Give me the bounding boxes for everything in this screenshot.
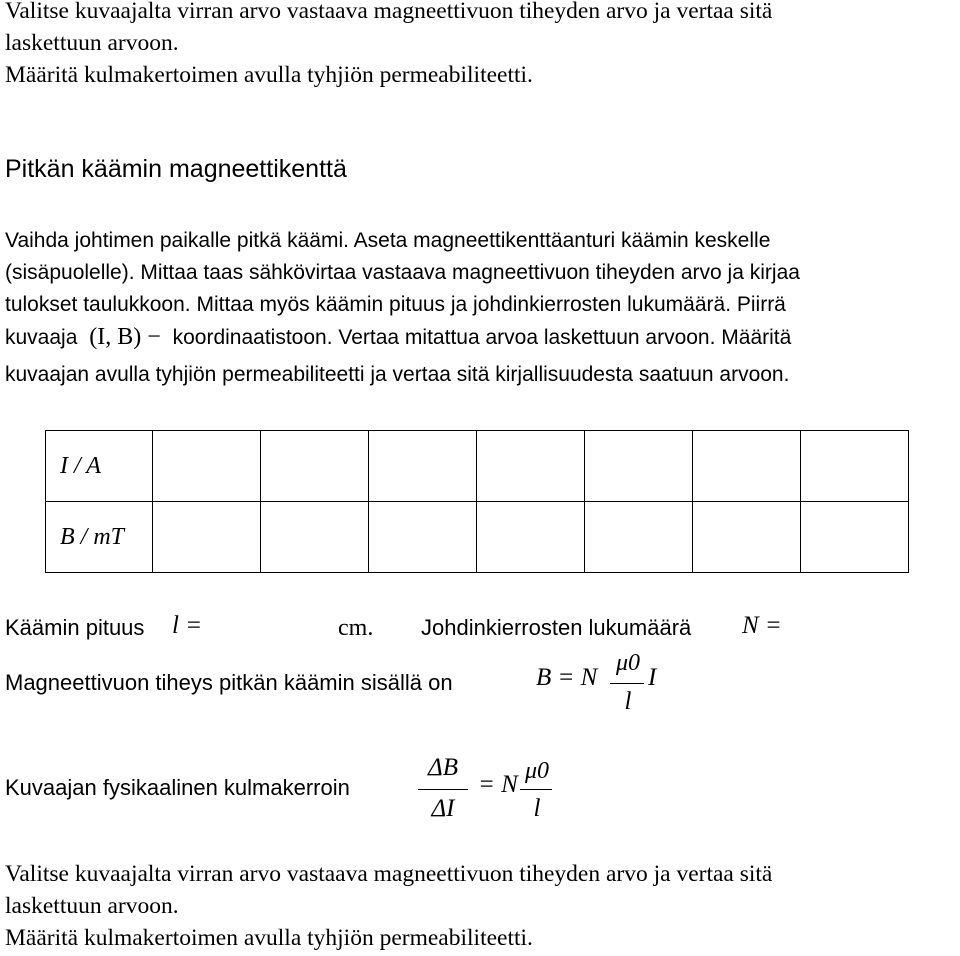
table-row <box>46 502 909 573</box>
current-header: I / A <box>46 431 153 502</box>
section-line-1: Vaihda johtimen paikalle pitkä käämi. Aseta magneettikenttäanturi käämin keskelle <box>5 229 771 252</box>
closing-line-1: Valitse kuvaajalta virran arvo vastaava magneettivuon tiheyden arvo ja vertaa sitä <box>5 861 773 887</box>
table-cell[interactable] <box>261 502 369 573</box>
formula1-numerator: μ0 <box>615 650 641 676</box>
table-cell[interactable] <box>801 431 909 502</box>
table-cell[interactable] <box>153 502 261 573</box>
table-cell[interactable] <box>477 502 585 573</box>
table-cell[interactable] <box>477 431 585 502</box>
table-cell[interactable] <box>261 431 369 502</box>
field-header: B / mT <box>46 502 153 573</box>
intro-line-2: laskettuun arvoon. <box>5 30 179 56</box>
formula2-numerator: ΔB <box>428 754 458 781</box>
formula1-lhs: B = N <box>536 664 598 691</box>
measurement-table <box>45 430 909 573</box>
table-cell[interactable] <box>801 502 909 573</box>
table-cell[interactable] <box>153 431 261 502</box>
coil-length-label: Käämin pituus <box>5 615 145 640</box>
closing-line-3: Määritä kulmakertoimen avulla tyhjiön permeabiliteetti. <box>5 925 533 951</box>
length-symbol: l = <box>172 612 203 639</box>
section-line-4-prefix: kuvaaja <box>5 326 78 349</box>
turns-label: Johdinkierrosten lukumäärä <box>421 615 692 640</box>
section-line-4 <box>5 321 791 354</box>
table-cell[interactable] <box>585 502 693 573</box>
closing-line-2: laskettuun arvoon. <box>5 893 179 919</box>
formula2-fraction-bar-2 <box>520 789 552 790</box>
table-cell[interactable] <box>585 431 693 502</box>
formula1-fraction-bar <box>610 683 644 684</box>
length-unit: cm. <box>338 615 374 641</box>
section-heading: Pitkän käämin magneettikenttä <box>5 155 347 183</box>
section-line-5: kuvaajan avulla tyhjiön permeabiliteetti ja vertaa sitä kirjallisuudesta saatuun arvoon. <box>5 363 790 386</box>
formula2-label: Kuvaajan fysikaalinen kulmakerroin <box>5 775 350 800</box>
formula2-numerator2: μ0 <box>524 758 550 784</box>
formula2-denominator: ΔI <box>431 795 455 822</box>
table-cell[interactable] <box>369 502 477 573</box>
formula1-denominator: l <box>624 688 632 715</box>
table-cell[interactable] <box>693 502 801 573</box>
section-line-3: tulokset taulukkoon. Mittaa myös käämin pituus ja johdinkierrosten lukumäärä. Piirrä <box>5 293 786 316</box>
formula2-denominator2: l <box>533 795 541 822</box>
turns-symbol: N = <box>742 612 782 639</box>
table-row <box>46 431 909 502</box>
intro-line-1: Valitse kuvaajalta virran arvo vastaava magneettivuon tiheyden arvo ja vertaa sitä <box>5 0 773 24</box>
formula2-fraction-bar <box>418 789 468 790</box>
intro-line-3: Määritä kulmakertoimen avulla tyhjiön permeabiliteetti. <box>5 62 533 88</box>
coordinate-pair: (I, B) − <box>89 324 161 350</box>
section-line-2: (sisäpuolelle). Mittaa taas sähkövirtaa vastaava magneettivuon tiheyden arvo ja kirjaa <box>5 261 800 284</box>
section-line-4-suffix: koordinaatistoon. Vertaa mitattua arvoa laskettuun arvoon. Määritä <box>172 326 792 349</box>
formula1-rhs: I <box>648 664 657 691</box>
formula2-mid: = N <box>478 771 518 798</box>
table-cell[interactable] <box>693 431 801 502</box>
formula1-label: Magneettivuon tiheys pitkän käämin sisällä on <box>5 670 453 695</box>
table-cell[interactable] <box>369 431 477 502</box>
